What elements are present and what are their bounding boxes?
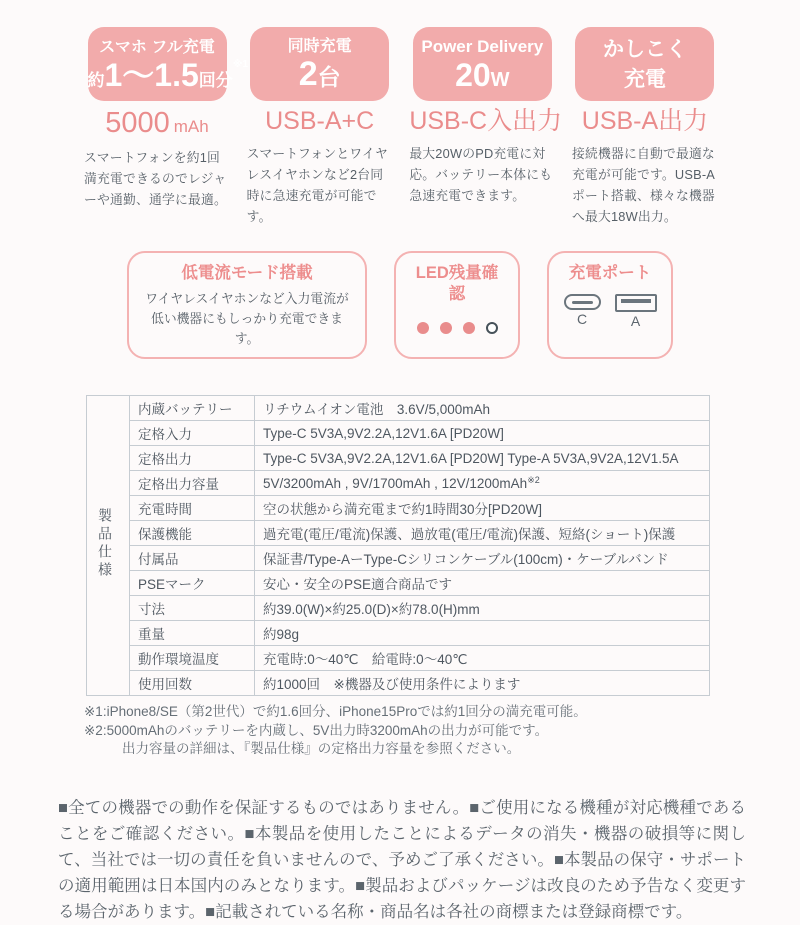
table-row — [87, 471, 710, 496]
spec-label: 定格出力容量 — [130, 471, 255, 496]
table-row — [87, 446, 710, 471]
spec-value: 空の状態から満充電まで約1時間30分[PD20W] — [255, 496, 710, 521]
footnote-2-marker: ※2 — [527, 474, 540, 485]
spec-label: 保護機能 — [130, 521, 255, 546]
table-row — [87, 596, 710, 621]
spec-value: 過充電(電圧/電流)保護、過放電(電圧/電流)保護、短絡(ショート)保護 — [255, 521, 710, 546]
spec-section-label: 製品仕様 — [87, 396, 130, 696]
spec-label: 付属品 — [130, 546, 255, 571]
led-indicator-box — [394, 251, 520, 359]
spec-value: 充電時:0～40℃ 給電時:0～40℃ — [255, 646, 710, 671]
usb-a-port — [615, 294, 657, 330]
table-row — [87, 396, 710, 421]
spec-value: 約39.0(W)×約25.0(D)×約78.0(H)mm — [255, 596, 710, 621]
badge-top-label: Power Delivery — [421, 37, 544, 57]
table-row — [87, 521, 710, 546]
power-delivery-badge — [413, 27, 552, 101]
smart-charge-description: 接続機器に自動で最適な充電が可能です。USB-Aポート搭載、様々な機器へ最大18W出力。 — [571, 146, 716, 224]
badge-top-label: 同時充電 — [287, 37, 352, 55]
usb-a-out-headline: USB-A出力 — [581, 107, 709, 135]
low-current-body: ワイヤレスイヤホンなど入力電流が低い機器にもしっかり充電できます。 — [145, 291, 349, 347]
footnote-1-marker: ※1 — [232, 58, 249, 70]
spec-label: 動作環境温度 — [130, 646, 255, 671]
spec-label: 使用回数 — [130, 671, 255, 696]
low-current-title: 低電流モード搭載 — [181, 264, 313, 282]
spec-value: Type-C 5V3A,9V2.2A,12V1.6A [PD20W] Type-A 5V3A,9V2A,12V1.5A — [255, 446, 710, 471]
footnote-2: ※2:5000mAhのバッテリーを内蔵し、5V出力時3200mAhの出力が可能です。 — [84, 722, 549, 738]
badge-top-label: スマホ フル充電 — [99, 38, 215, 56]
usb-c-port-icon — [564, 294, 601, 310]
port-icons — [561, 294, 659, 330]
spec-value: 保証書/Type-AーType-Cシリコンケーブル(100cm)・ケーブルバンド — [255, 546, 710, 571]
spec-value: 安心・安全のPSE適合商品です — [255, 571, 710, 596]
dual-charge-description: スマートフォンとワイヤレスイヤホンなど2台同時に急速充電が可能です。 — [246, 146, 388, 224]
footnote-2-continued: 出力容量の詳細は、『製品仕様』の定格出力容量を参照ください。 — [122, 741, 521, 757]
spec-label: 重量 — [130, 621, 255, 646]
usb-c-port — [564, 294, 601, 328]
led-dot-empty-icon — [486, 322, 498, 334]
led-dot-filled-icon — [417, 322, 429, 334]
feature-grid — [0, 0, 800, 227]
spec-label: 定格出力 — [130, 446, 255, 471]
spec-label: 内蔵バッテリー — [130, 396, 255, 421]
feature-simultaneous-charge — [247, 27, 393, 227]
spec-label: 寸法 — [130, 596, 255, 621]
spec-label: PSEマーク — [130, 571, 255, 596]
charge-ports-title: 充電ポート — [568, 264, 652, 282]
table-row — [87, 496, 710, 521]
badge-top-label: かしこく — [602, 38, 687, 62]
footnote-1: ※1:iPhone8/SE（第2世代）で約1.6回分、iPhone15Proでは約1回分の満充電可能。 — [84, 704, 587, 720]
usb-c-port-label: C — [576, 311, 588, 328]
led-dot-filled-icon — [463, 322, 475, 334]
badge-main-label: 充電 — [623, 67, 666, 91]
badge-main-label: 20W — [455, 57, 510, 94]
feature-power-delivery — [409, 27, 563, 227]
usb-ac-headline: USB-A+C — [265, 107, 375, 135]
table-row — [87, 571, 710, 596]
spec-value: 約1000回 ※機器及び使用条件によります — [255, 671, 710, 696]
spec-value: Type-C 5V3A,9V2.2A,12V1.6A [PD20W] — [255, 421, 710, 446]
feature-smart-charge — [572, 27, 718, 227]
table-row — [87, 671, 710, 696]
dual-charge-badge — [250, 27, 389, 101]
table-row — [87, 646, 710, 671]
full-charge-badge — [87, 27, 249, 101]
spec-value: リチウムイオン電池 3.6V/5,000mAh — [255, 396, 710, 421]
badge-main-label: 2台 — [298, 55, 341, 94]
charge-ports-box — [547, 251, 673, 359]
spec-label: 充電時間 — [130, 496, 255, 521]
spec-label: 定格入力 — [130, 421, 255, 446]
spec-value: 5V/3200mAh , 9V/1700mAh , 12V/1200mAh$^{※2}$ — [255, 471, 710, 496]
capacity-description: スマートフォンを約1回満充電できるのでレジャーや通勤、通学に最適。 — [84, 150, 227, 207]
footnotes — [84, 703, 800, 759]
table-row — [87, 421, 710, 446]
low-current-mode-box — [127, 251, 367, 359]
led-indicator-title: LED残量確認 — [415, 264, 499, 304]
spec-value: 約98g — [255, 621, 710, 646]
led-dot-filled-icon — [440, 322, 452, 334]
feature-battery-capacity — [84, 27, 249, 227]
spec-table — [86, 395, 710, 696]
power-delivery-description: 最大20WのPD充電に対応。バッテリー本体にも急速充電できます。 — [409, 146, 553, 203]
table-row — [87, 546, 710, 571]
capacity-headline: 5000 mAh — [105, 107, 209, 139]
smart-charge-badge — [575, 27, 714, 101]
highlight-row — [0, 251, 800, 359]
usb-a-port-label: A — [630, 313, 641, 330]
usb-a-port-icon — [615, 294, 657, 312]
disclaimer-text: ■全ての機器での動作を保証するものではありません。■ご使用になる機種が対応機種であることをご確認ください。■本製品を使用したことによるデータの消失・機器の破損等に関して、当社では一切の責任を負いませんので、予めご了承ください。■本製品の保守・サポートの適用範囲は日本国内のみとなります。■製品およびパッケージは改良のため予告なく変更する場合があります。■記載されている名称・商品名は各社の商標または登録商標です。 — [58, 798, 746, 921]
table-row — [87, 621, 710, 646]
usb-c-io-headline: USB-C入出力 — [409, 107, 563, 135]
badge-main-label: 約1～1.5回分$^{※1}$ — [87, 56, 249, 93]
led-battery-indicator — [408, 322, 506, 334]
